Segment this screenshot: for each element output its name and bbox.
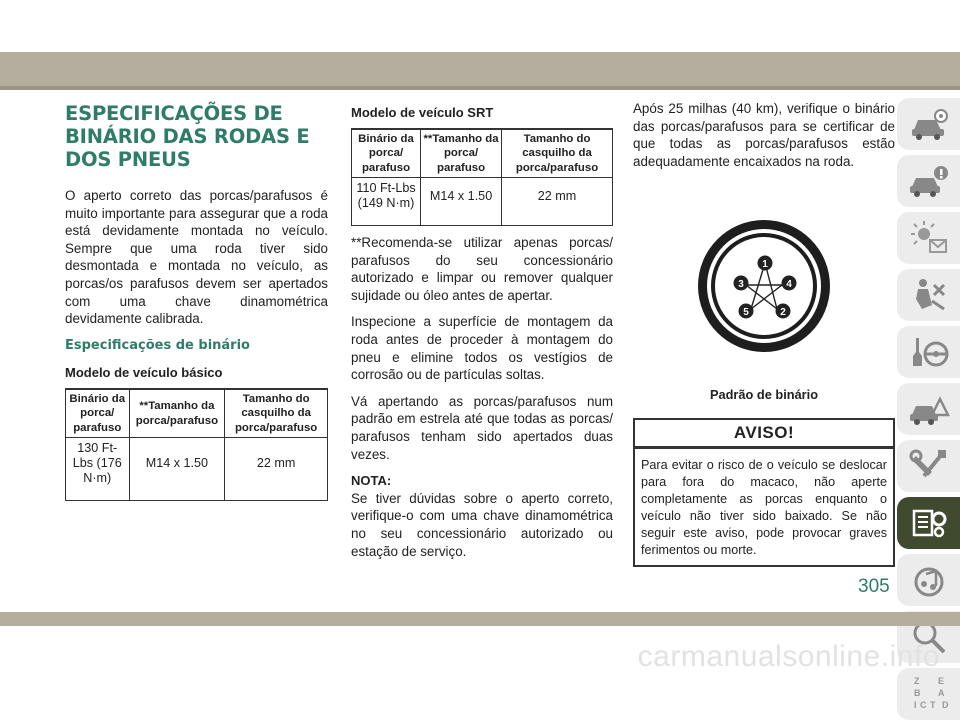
header-nut-size: **Tamanho da porca/ parafuso (421, 129, 502, 178)
header-socket-size: Tamanho do casquilho da porca/parafuso (225, 389, 328, 438)
star-pattern-paragraph: Vá apertando as porcas/parafusos num padrão em estrela até que todas as porcas/ parafusos tenham sido apertados duas vezes. (351, 393, 613, 462)
tab-steering-wheel[interactable] (897, 326, 960, 378)
tab-specifications[interactable] (897, 497, 960, 549)
note-text: Se tiver dúvidas sobre o aperto correto, verifique-o com uma chave dinamométrica no seu concessionário autorizado ou estação de serviço. (351, 490, 613, 559)
basic-model-table-title: Modelo de veículo básico (65, 365, 223, 381)
column-middle (351, 100, 613, 569)
basic-model-torque-table (65, 388, 328, 502)
top-margin (0, 0, 960, 52)
tab-car-info[interactable] (897, 98, 960, 150)
tools-icon (908, 446, 950, 486)
footer-bar (0, 612, 960, 626)
warning-title: AVISO! (635, 420, 893, 449)
svg-text:E: E (937, 676, 944, 686)
cell-socket-size: 22 mm (225, 438, 328, 501)
multimedia-icon (908, 560, 950, 600)
header-socket-size: Tamanho do casquilho da porca/parafuso (502, 129, 613, 178)
tab-index[interactable] (897, 668, 960, 720)
lug-label-4: 4 (786, 279, 792, 291)
lug-label-2: 2 (780, 307, 786, 319)
cell-socket-size: 22 mm (502, 178, 613, 226)
column-right (633, 100, 895, 567)
cell-torque: 110 Ft-Lbs (149 N·m) (352, 178, 421, 226)
torque-pattern-figure (633, 188, 895, 378)
table-row (352, 178, 613, 226)
wheel-diagram (633, 188, 895, 378)
tab-airbag-seat[interactable] (897, 269, 960, 321)
car-info-icon (908, 104, 950, 144)
header-torque: Binário da porca/ parafuso (66, 389, 130, 438)
inspection-paragraph: Inspecione a superfície de montagem da roda antes de proceder à montagem do pneu e elimine todos os vestígios de corrosão ou de partículas soltas. (351, 314, 613, 383)
chapter-tabs (897, 98, 960, 725)
intro-paragraph: O aperto correto das porcas/parafusos é muito importante para assegurar que a roda está devidamente montada no veículo. Sempre que uma roda tiver sido desmontada e montada no veículo, as porcas/os parafusos devem ser apertados com uma chave dinamométrica devidamente calibrada. (65, 188, 328, 327)
header-nut-size: **Tamanho da porca/parafuso (129, 389, 225, 438)
specifications-icon (908, 503, 950, 543)
srt-model-table-title: Modelo de veículo SRT (351, 105, 494, 120)
svg-text:A: A (937, 688, 944, 698)
cell-nut-size: M14 x 1.50 (421, 178, 502, 226)
svg-text:C: C (919, 700, 926, 710)
warning-text: Para evitar o risco de o veículo se deslocar para fora do macaco, não aperte completamente as porcas enquanto o veículo não tiver sido baixado. Se não seguir este aviso, pode provocar graves ferimentos ou morte. (641, 457, 887, 557)
airbag-seat-icon (908, 275, 950, 315)
section-title: ESPECIFICAÇÕES DE BINÁRIO DAS RODAS E DOS PNEUS (65, 102, 310, 171)
svg-text:T: T (929, 700, 935, 710)
steering-wheel-icon (908, 332, 950, 372)
column-left (65, 100, 328, 509)
header-bar (0, 52, 960, 90)
index-icon (908, 674, 950, 714)
note-title: NOTA: (351, 473, 392, 489)
srt-model-torque-table (351, 128, 613, 227)
figure-caption: Padrão de binário (709, 387, 819, 403)
page-number: 305 (858, 576, 890, 597)
svg-text:Z: Z (913, 676, 919, 686)
cell-nut-size: M14 x 1.50 (129, 438, 225, 501)
tab-multimedia[interactable] (897, 554, 960, 606)
tab-warning-lights[interactable] (897, 212, 960, 264)
table-row (66, 438, 328, 501)
table-header-row (66, 389, 328, 438)
recommendation-paragraph: **Recomenda-se utilizar apenas porcas/ parafusos do seu concessionário autorizado e limpar ou remover qualquer sujidade ou óleo antes de apertar. (351, 235, 613, 303)
svg-text:D: D (941, 700, 948, 710)
tab-roadside-hazard[interactable] (897, 383, 960, 435)
tab-tools[interactable] (897, 440, 960, 492)
lug-label-5: 5 (743, 307, 749, 319)
car-alert-icon (908, 161, 950, 201)
table-header-row (352, 129, 613, 178)
warning-lights-icon (908, 218, 950, 258)
lug-label-1: 1 (762, 259, 768, 271)
subsection-title: Especificações de binário (65, 337, 250, 353)
svg-text:B: B (913, 688, 920, 698)
header-torque: Binário da porca/ parafuso (352, 129, 421, 178)
tab-car-alert[interactable] (897, 155, 960, 207)
warning-box (633, 418, 895, 567)
svg-text:I: I (913, 700, 917, 710)
cell-torque: 130 Ft-Lbs (176 N·m) (66, 438, 130, 501)
roadside-hazard-icon (908, 389, 950, 429)
watermark: carmanualsonline.info (637, 640, 940, 673)
recheck-paragraph: Após 25 milhas (40 km), verifique o binário das porcas/parafusos para se certificar de que todas as porcas/parafusos estão adequadamente encaixados na roda. (633, 101, 895, 169)
lug-label-3: 3 (738, 279, 744, 291)
wheel-rim (715, 237, 813, 335)
